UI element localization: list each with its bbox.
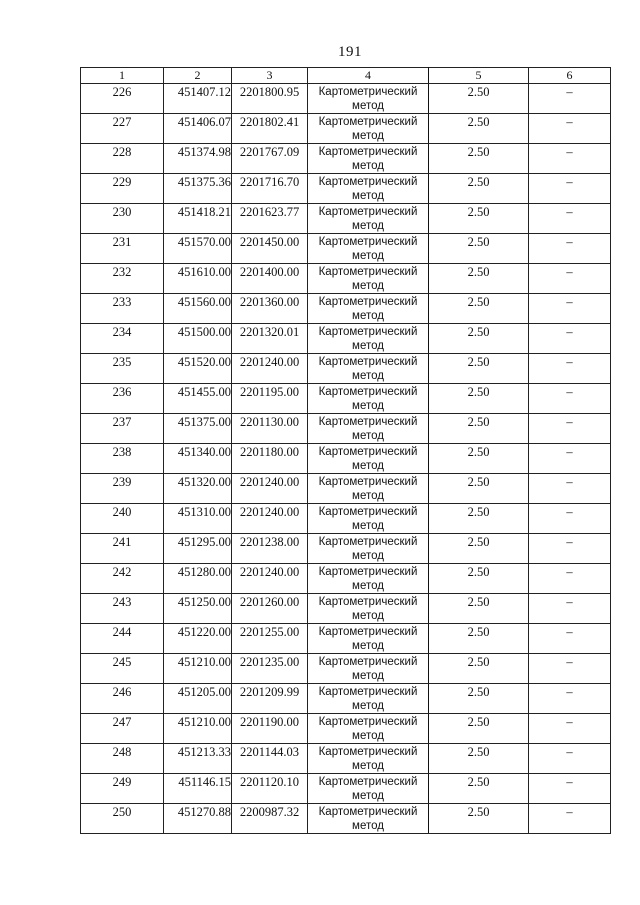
determination-method [308,804,429,834]
table-row [81,774,611,804]
table-body [81,84,611,834]
method-line-2: метод [352,730,384,742]
header-row [81,68,611,84]
note-value: – [529,204,611,234]
accuracy-value: 2.50 [429,774,529,804]
table-row [81,174,611,204]
determination-method [308,174,429,204]
accuracy-value: 2.50 [429,174,529,204]
column-header-5: 5 [429,68,529,84]
x-coordinate: 451560.00 [164,294,232,324]
point-number: 243 [81,594,164,624]
table-row [81,534,611,564]
accuracy-value: 2.50 [429,264,529,294]
column-header-4: 4 [308,68,429,84]
note-value: – [529,774,611,804]
x-coordinate: 451213.33 [164,744,232,774]
table-row [81,264,611,294]
note-value: – [529,84,611,114]
y-coordinate: 2201450.00 [232,234,308,264]
x-coordinate: 451295.00 [164,534,232,564]
note-value: – [529,144,611,174]
determination-method [308,564,429,594]
method-line-2: метод [352,670,384,682]
point-number: 227 [81,114,164,144]
column-header-6: 6 [529,68,611,84]
determination-method [308,774,429,804]
accuracy-value: 2.50 [429,114,529,144]
table-row [81,474,611,504]
determination-method [308,534,429,564]
determination-method [308,204,429,234]
point-number: 240 [81,504,164,534]
method-line-2: метод [352,130,384,142]
method-line-2: метод [352,550,384,562]
y-coordinate: 2201130.00 [232,414,308,444]
table-row [81,684,611,714]
determination-method [308,324,429,354]
determination-method [308,84,429,114]
point-number: 247 [81,714,164,744]
method-line-1: Картометрический [318,176,418,188]
note-value: – [529,714,611,744]
method-line-2: метод [352,820,384,832]
determination-method [308,234,429,264]
y-coordinate: 2201802.41 [232,114,308,144]
determination-method [308,744,429,774]
determination-method [308,264,429,294]
note-value: – [529,504,611,534]
x-coordinate: 451340.00 [164,444,232,474]
determination-method [308,144,429,174]
y-coordinate: 2201238.00 [232,534,308,564]
table-row [81,654,611,684]
method-line-2: метод [352,400,384,412]
method-line-1: Картометрический [318,236,418,248]
x-coordinate: 451375.36 [164,174,232,204]
note-value: – [529,324,611,354]
y-coordinate: 2201209.99 [232,684,308,714]
point-number: 244 [81,624,164,654]
accuracy-value: 2.50 [429,354,529,384]
x-coordinate: 451610.00 [164,264,232,294]
method-line-2: метод [352,340,384,352]
x-coordinate: 451407.12 [164,84,232,114]
note-value: – [529,594,611,624]
y-coordinate: 2201120.10 [232,774,308,804]
accuracy-value: 2.50 [429,684,529,714]
x-coordinate: 451270.88 [164,804,232,834]
point-number: 246 [81,684,164,714]
note-value: – [529,804,611,834]
determination-method [308,624,429,654]
method-line-1: Картометрический [318,266,418,278]
table-row [81,414,611,444]
determination-method [308,294,429,324]
determination-method [308,384,429,414]
note-value: – [529,174,611,204]
y-coordinate: 2201360.00 [232,294,308,324]
method-line-2: метод [352,640,384,652]
x-coordinate: 451250.00 [164,594,232,624]
y-coordinate: 2201240.00 [232,474,308,504]
column-header-3: 3 [232,68,308,84]
y-coordinate: 2201180.00 [232,444,308,474]
table-row [81,204,611,234]
x-coordinate: 451570.00 [164,234,232,264]
table-row [81,804,611,834]
point-number: 236 [81,384,164,414]
method-line-1: Картометрический [318,716,418,728]
accuracy-value: 2.50 [429,384,529,414]
y-coordinate: 2201240.00 [232,354,308,384]
accuracy-value: 2.50 [429,654,529,684]
x-coordinate: 451205.00 [164,684,232,714]
point-number: 233 [81,294,164,324]
method-line-1: Картометрический [318,206,418,218]
accuracy-value: 2.50 [429,714,529,744]
method-line-1: Картометрический [318,416,418,428]
y-coordinate: 2201320.01 [232,324,308,354]
method-line-2: метод [352,220,384,232]
note-value: – [529,624,611,654]
point-number: 249 [81,774,164,804]
note-value: – [529,114,611,144]
method-line-1: Картометрический [318,506,418,518]
page-number: 191 [338,44,362,60]
x-coordinate: 451320.00 [164,474,232,504]
y-coordinate: 2201190.00 [232,714,308,744]
table-row [81,744,611,774]
accuracy-value: 2.50 [429,234,529,264]
determination-method [308,684,429,714]
x-coordinate: 451374.98 [164,144,232,174]
point-number: 235 [81,354,164,384]
y-coordinate: 2201716.70 [232,174,308,204]
x-coordinate: 451220.00 [164,624,232,654]
method-line-1: Картометрический [318,446,418,458]
column-header-2: 2 [164,68,232,84]
method-line-1: Картометрический [318,476,418,488]
y-coordinate: 2201255.00 [232,624,308,654]
method-line-1: Картометрический [318,776,418,788]
point-number: 229 [81,174,164,204]
accuracy-value: 2.50 [429,564,529,594]
accuracy-value: 2.50 [429,84,529,114]
point-number: 238 [81,444,164,474]
point-number: 226 [81,84,164,114]
note-value: – [529,234,611,264]
method-line-2: метод [352,580,384,592]
method-line-2: метод [352,280,384,292]
note-value: – [529,444,611,474]
method-line-1: Картометрический [318,806,418,818]
table-row [81,294,611,324]
accuracy-value: 2.50 [429,204,529,234]
point-number: 242 [81,564,164,594]
method-line-1: Картометрический [318,86,418,98]
accuracy-value: 2.50 [429,474,529,504]
column-header-1: 1 [81,68,164,84]
x-coordinate: 451418.21 [164,204,232,234]
note-value: – [529,654,611,684]
x-coordinate: 451210.00 [164,714,232,744]
point-number: 239 [81,474,164,504]
note-value: – [529,264,611,294]
method-line-2: метод [352,100,384,112]
method-line-1: Картометрический [318,356,418,368]
x-coordinate: 451310.00 [164,504,232,534]
note-value: – [529,564,611,594]
point-number: 248 [81,744,164,774]
table-row [81,504,611,534]
determination-method [308,474,429,504]
y-coordinate: 2201767.09 [232,144,308,174]
table-row [81,354,611,384]
method-line-1: Картометрический [318,626,418,638]
x-coordinate: 451406.07 [164,114,232,144]
table-row [81,444,611,474]
point-number: 234 [81,324,164,354]
x-coordinate: 451455.00 [164,384,232,414]
method-line-1: Картометрический [318,146,418,158]
determination-method [308,354,429,384]
method-line-2: метод [352,790,384,802]
method-line-2: метод [352,460,384,472]
note-value: – [529,294,611,324]
method-line-2: метод [352,490,384,502]
accuracy-value: 2.50 [429,624,529,654]
point-number: 232 [81,264,164,294]
determination-method [308,444,429,474]
accuracy-value: 2.50 [429,444,529,474]
method-line-2: метод [352,520,384,532]
point-number: 230 [81,204,164,234]
method-line-2: метод [352,700,384,712]
x-coordinate: 451146.15 [164,774,232,804]
accuracy-value: 2.50 [429,744,529,774]
table-row [81,594,611,624]
point-number: 241 [81,534,164,564]
table-row [81,714,611,744]
table-row [81,114,611,144]
point-number: 228 [81,144,164,174]
y-coordinate: 2201260.00 [232,594,308,624]
x-coordinate: 451210.00 [164,654,232,684]
y-coordinate: 2201235.00 [232,654,308,684]
x-coordinate: 451520.00 [164,354,232,384]
determination-method [308,654,429,684]
x-coordinate: 451280.00 [164,564,232,594]
x-coordinate: 451375.00 [164,414,232,444]
method-line-1: Картометрический [318,566,418,578]
accuracy-value: 2.50 [429,414,529,444]
coordinates-table [80,67,611,834]
note-value: – [529,684,611,714]
accuracy-value: 2.50 [429,594,529,624]
determination-method [308,504,429,534]
determination-method [308,414,429,444]
method-line-2: метод [352,310,384,322]
table-row [81,144,611,174]
method-line-2: метод [352,370,384,382]
table-row [81,624,611,654]
x-coordinate: 451500.00 [164,324,232,354]
point-number: 250 [81,804,164,834]
y-coordinate: 2200987.32 [232,804,308,834]
note-value: – [529,414,611,444]
note-value: – [529,384,611,414]
table-row [81,384,611,414]
table-row [81,84,611,114]
method-line-1: Картометрический [318,296,418,308]
method-line-1: Картометрический [318,596,418,608]
point-number: 231 [81,234,164,264]
determination-method [308,714,429,744]
y-coordinate: 2201400.00 [232,264,308,294]
method-line-1: Картометрический [318,656,418,668]
accuracy-value: 2.50 [429,144,529,174]
y-coordinate: 2201623.77 [232,204,308,234]
accuracy-value: 2.50 [429,504,529,534]
determination-method [308,114,429,144]
accuracy-value: 2.50 [429,324,529,354]
method-line-1: Картометрический [318,536,418,548]
method-line-1: Картометрический [318,116,418,128]
note-value: – [529,534,611,564]
method-line-2: метод [352,760,384,772]
method-line-2: метод [352,250,384,262]
method-line-2: метод [352,160,384,172]
accuracy-value: 2.50 [429,294,529,324]
method-line-1: Картометрический [318,326,418,338]
y-coordinate: 2201800.95 [232,84,308,114]
accuracy-value: 2.50 [429,804,529,834]
table-row [81,324,611,354]
point-number: 245 [81,654,164,684]
method-line-2: метод [352,610,384,622]
y-coordinate: 2201144.03 [232,744,308,774]
method-line-1: Картометрический [318,686,418,698]
method-line-1: Картометрический [318,386,418,398]
method-line-2: метод [352,190,384,202]
note-value: – [529,354,611,384]
point-number: 237 [81,414,164,444]
accuracy-value: 2.50 [429,534,529,564]
table-row [81,234,611,264]
y-coordinate: 2201195.00 [232,384,308,414]
method-line-1: Картометрический [318,746,418,758]
y-coordinate: 2201240.00 [232,504,308,534]
note-value: – [529,474,611,504]
note-value: – [529,744,611,774]
determination-method [308,594,429,624]
table-header [81,68,611,84]
table-row [81,564,611,594]
y-coordinate: 2201240.00 [232,564,308,594]
method-line-2: метод [352,430,384,442]
